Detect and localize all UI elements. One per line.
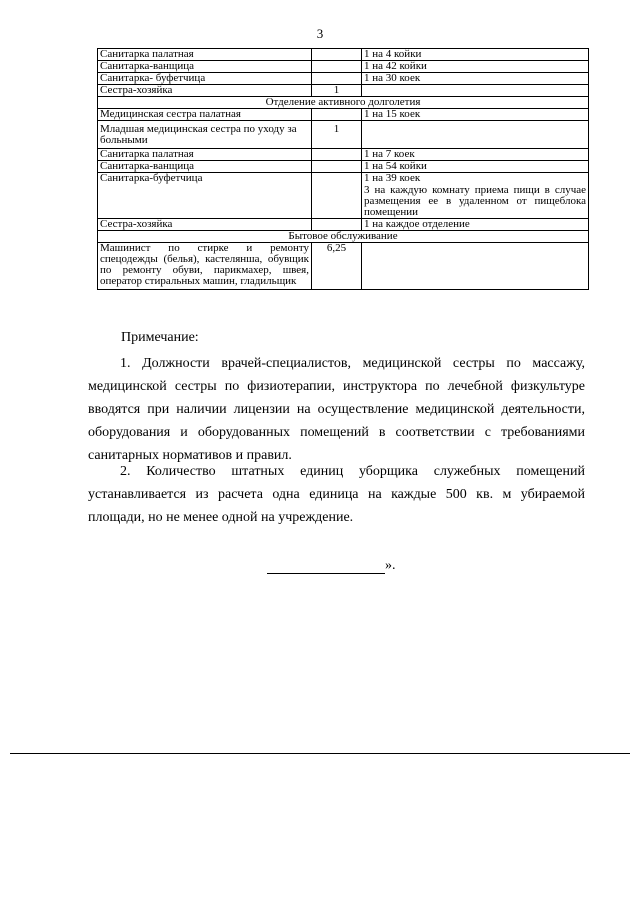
norm-cell: 1 на 15 коек <box>362 109 589 121</box>
qty-cell <box>312 173 362 219</box>
section-row <box>98 231 589 243</box>
note-item-2 <box>88 460 585 529</box>
norm-cell <box>362 121 589 149</box>
position-cell: Медицинская сестра палатная <box>98 109 312 121</box>
table-row <box>98 161 589 173</box>
norm-cell <box>362 243 589 290</box>
table-row <box>98 49 589 61</box>
table-row <box>98 219 589 231</box>
norm-extra: 3 на каждую комнату приема пищи в случае размещения ее в удаленном от пищеблока помещении <box>364 184 586 218</box>
position-cell: Санитарка- буфетчица <box>98 73 312 85</box>
position-cell: Машинист по стирке и ремонту спецодежды (белья), кастелянша, обувщик по ремонту обуви, парикмахер, швея, оператор стиральных машин, гладильщик <box>98 243 312 290</box>
end-quote: ». <box>385 558 396 573</box>
table-row <box>98 243 589 290</box>
note-item-1 <box>88 352 585 467</box>
note-text-1: 1. Должности врачей-специалистов, медицинской сестры по массажу, медицинской сестры по физиотерапии, инструктора по лечебной физкультуре вводятся при наличии лицензии на осуществление медицинской деятельности, оборудования и оборудованных помещений в соответствии с требованиями санитарных нормативов и правил. <box>88 356 585 463</box>
position-cell: Санитарка-ванщица <box>98 61 312 73</box>
end-mark <box>267 558 396 574</box>
table-row <box>98 121 589 149</box>
qty-cell <box>312 61 362 73</box>
position-cell: Сестра-хозяйка <box>98 85 312 97</box>
bottom-rule <box>10 753 630 754</box>
qty-cell: 1 <box>312 121 362 149</box>
norm-cell: 1 на 30 коек <box>362 73 589 85</box>
staffing-table <box>97 48 589 290</box>
norm-cell <box>362 85 589 97</box>
qty-cell <box>312 49 362 61</box>
norm-cell: 1 на 4 койки <box>362 49 589 61</box>
end-underline <box>267 561 385 574</box>
section-heading: Отделение активного долголетия <box>98 97 589 109</box>
norm-line: 1 на 39 коек <box>364 172 421 184</box>
norm-cell: 1 на 7 коек <box>362 149 589 161</box>
table-row <box>98 85 589 97</box>
qty-cell <box>312 109 362 121</box>
table-row <box>98 73 589 85</box>
qty-cell <box>312 149 362 161</box>
position-cell: Санитарка-ванщица <box>98 161 312 173</box>
norm-cell: 1 на 42 койки <box>362 61 589 73</box>
note-text-2: 2. Количество штатных единиц уборщика служебных помещений устанавливается из расчета одна единица на каждые 500 кв. м убираемой площади, но не менее одной на учреждение. <box>88 464 585 525</box>
norm-cell <box>362 173 589 219</box>
qty-cell <box>312 73 362 85</box>
note-title: Примечание: <box>121 330 199 345</box>
table-row <box>98 109 589 121</box>
qty-cell: 1 <box>312 85 362 97</box>
table-row <box>98 61 589 73</box>
section-row <box>98 97 589 109</box>
position-cell: Сестра-хозяйка <box>98 219 312 231</box>
page-number: 3 <box>316 26 324 41</box>
qty-cell: 6,25 <box>312 243 362 290</box>
qty-cell <box>312 219 362 231</box>
section-heading: Бытовое обслуживание <box>98 231 589 243</box>
position-cell: Санитарка-буфетчица <box>98 173 312 219</box>
norm-cell: 1 на каждое отделение <box>362 219 589 231</box>
position-cell: Санитарка палатная <box>98 49 312 61</box>
position-cell: Младшая медицинская сестра по уходу за больными <box>98 121 312 149</box>
norm-cell: 1 на 54 койки <box>362 161 589 173</box>
table-row <box>98 173 589 219</box>
position-cell: Санитарка палатная <box>98 149 312 161</box>
qty-cell <box>312 161 362 173</box>
table-row <box>98 149 589 161</box>
